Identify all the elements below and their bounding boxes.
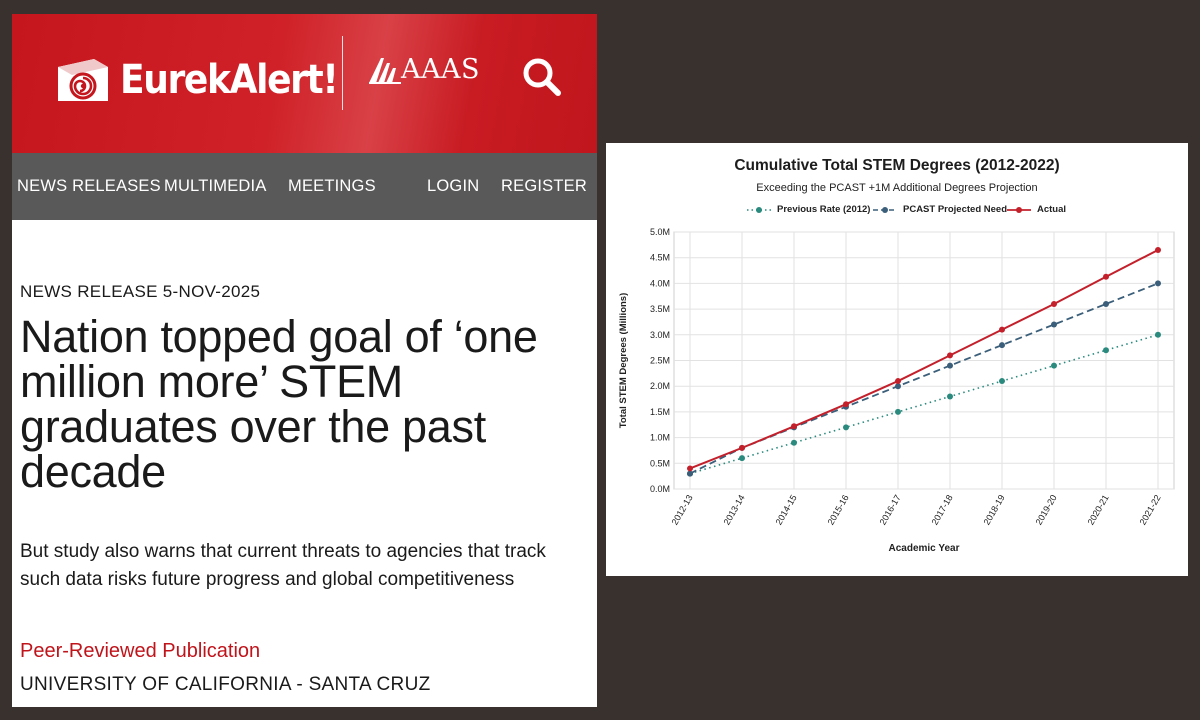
data-point-1 (687, 471, 693, 477)
nav-multimedia[interactable]: MULTIMEDIA (164, 177, 267, 195)
data-point-2 (1051, 301, 1057, 307)
chart-card (606, 143, 1188, 576)
nav-meetings[interactable]: MEETINGS (288, 177, 376, 195)
logo-divider (342, 36, 343, 110)
main-nav (12, 153, 597, 220)
legend-label-actual: Actual (1037, 204, 1067, 215)
y-tick-label: 2.5M (649, 355, 670, 366)
data-point-0 (739, 455, 745, 461)
y-tick-label: 0.0M (649, 484, 670, 494)
search-icon (519, 54, 565, 100)
nav-login[interactable]: LOGIN (427, 177, 480, 195)
article-headline: Nation topped goal of ‘one million more’ STEM graduates over the past decade (20, 311, 538, 497)
x-tick-label: 2021-22 (1137, 493, 1163, 527)
data-point-1 (1155, 280, 1161, 286)
x-tick-label: 2015-16 (825, 493, 851, 527)
x-tick-label: 2016-17 (877, 493, 903, 527)
data-point-1 (1051, 322, 1057, 328)
data-point-2 (999, 327, 1005, 333)
x-tick-label: 2013-14 (721, 493, 747, 527)
publication-type-link[interactable]: Peer-Reviewed Publication (20, 640, 261, 662)
nav-news-releases[interactable]: NEWS RELEASES (17, 177, 161, 195)
data-point-0 (1051, 363, 1057, 369)
y-axis-title: Total STEM Degrees (Millions) (618, 292, 629, 429)
search-button[interactable] (519, 54, 565, 100)
partner-name: AAAS (401, 54, 480, 85)
legend-label-pcast: PCAST Projected Need (903, 204, 1007, 215)
data-point-2 (1103, 274, 1109, 280)
y-tick-label: 1.5M (649, 406, 670, 417)
data-point-0 (895, 409, 901, 415)
brand-name: EurekAlert! (120, 57, 338, 103)
data-point-2 (687, 465, 693, 471)
x-tick-label: 2012-13 (669, 493, 695, 527)
data-point-0 (947, 393, 953, 399)
x-tick-label: 2017-18 (929, 493, 955, 527)
aaas-logo[interactable] (367, 54, 480, 85)
x-tick-label: 2019-20 (1033, 493, 1059, 527)
data-point-0 (791, 440, 797, 446)
y-tick-label: 4.5M (649, 252, 670, 263)
data-point-2 (895, 378, 901, 384)
y-tick-label: 1.0M (649, 432, 670, 443)
site-header (12, 14, 597, 153)
institution-name: UNIVERSITY OF CALIFORNIA - SANTA CRUZ (20, 674, 431, 695)
news-release-page (12, 14, 597, 707)
chart-subtitle: Exceeding the PCAST +1M Additional Degrees Projection (756, 182, 1038, 194)
data-point-1 (895, 383, 901, 389)
x-axis-title: Academic Year (888, 543, 960, 554)
y-tick-label: 4.0M (649, 278, 670, 289)
data-point-0 (999, 378, 1005, 384)
chart-plot (606, 143, 1188, 576)
data-point-2 (947, 352, 953, 358)
data-point-2 (739, 445, 745, 451)
y-tick-label: 2.0M (649, 381, 670, 392)
swirl-logo-icon (54, 55, 112, 105)
data-point-1 (1103, 301, 1109, 307)
data-point-2 (791, 423, 797, 429)
data-point-0 (1103, 347, 1109, 353)
y-tick-label: 3.5M (649, 304, 670, 315)
data-point-0 (843, 424, 849, 430)
nav-register[interactable]: REGISTER (501, 177, 587, 195)
article-subhead: But study also warns that current threats to agencies that track such data risks future progress and global competitiveness (20, 541, 546, 590)
release-date-label: NEWS RELEASE 5-NOV-2025 (20, 282, 261, 301)
aaas-logo-icon (367, 55, 401, 85)
data-point-0 (1155, 332, 1161, 338)
data-point-1 (999, 342, 1005, 348)
y-tick-label: 5.0M (649, 227, 670, 237)
data-point-2 (1155, 247, 1161, 253)
y-tick-label: 0.5M (649, 458, 670, 469)
chart-title: Cumulative Total STEM Degrees (2012-2022) (734, 157, 1060, 174)
x-tick-label: 2020-21 (1085, 493, 1111, 527)
data-point-1 (947, 363, 953, 369)
brand-logo[interactable] (54, 50, 362, 110)
data-point-2 (843, 401, 849, 407)
x-tick-label: 2018-19 (981, 493, 1007, 527)
x-tick-label: 2014-15 (773, 493, 799, 527)
legend-label-previous: Previous Rate (2012) (777, 204, 871, 215)
y-tick-label: 3.0M (649, 329, 670, 340)
